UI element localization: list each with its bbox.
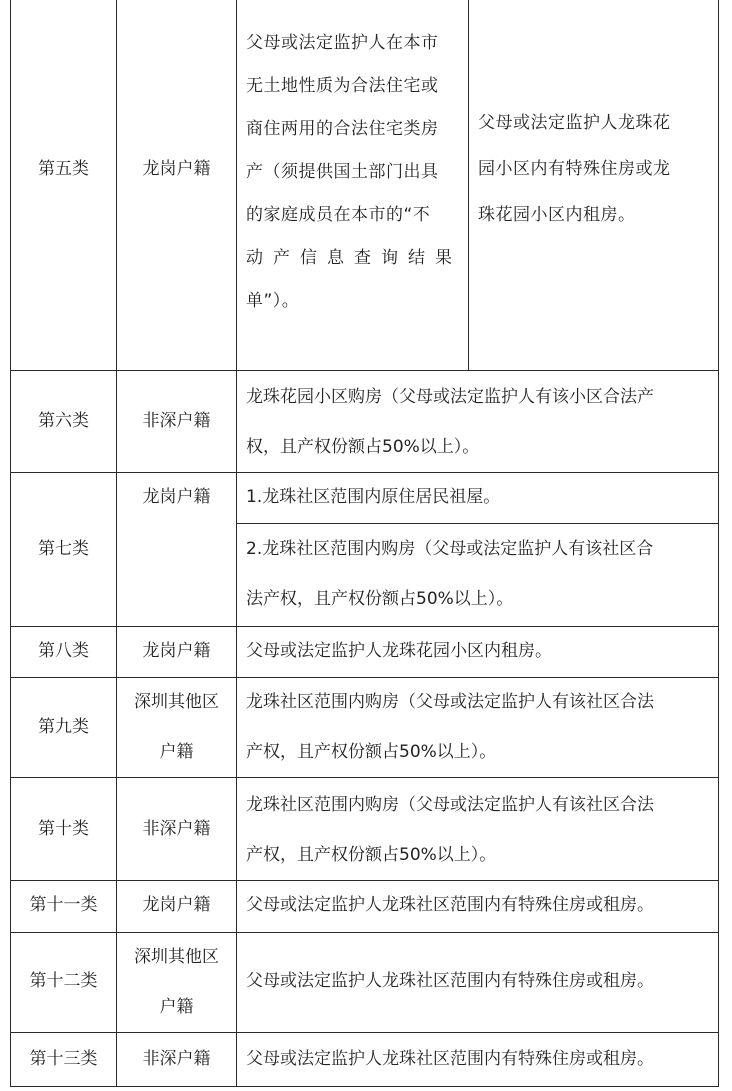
- category-label: 第十类: [38, 819, 89, 839]
- row-divider: [10, 777, 719, 778]
- category-label: 第六类: [38, 411, 89, 431]
- condition-line: 单”）。: [246, 291, 300, 311]
- condition-line: 产（须提供国土部门出具: [246, 162, 439, 182]
- hukou-label: 户籍: [159, 997, 194, 1017]
- condition-line: 产权，且产权份额占50%以上）。: [246, 845, 497, 865]
- condition-line: 父母或法定监护人龙珠花园小区内租房。: [246, 641, 552, 661]
- condition-line: 权，且产权份额占50%以上）。: [246, 437, 480, 457]
- category-label: 第九类: [38, 717, 89, 737]
- condition-line: 父母或法定监护人龙珠社区范围内有特殊住房或租房。: [246, 971, 654, 991]
- table-column-divider-2: [236, 0, 237, 1087]
- row-divider: [10, 880, 719, 881]
- condition-line: 1.龙珠社区范围内原住居民祖屋。: [246, 487, 501, 507]
- condition-line: 龙珠花园小区购房（父母或法定监护人有该小区合法产: [246, 387, 654, 407]
- row-divider: [10, 626, 719, 627]
- condition-line: 龙珠社区范围内购房（父母或法定监护人有该社区合法: [246, 692, 654, 712]
- table-column-divider-3: [468, 0, 469, 370]
- condition-line: 父母或法定监护人在本市: [246, 33, 439, 53]
- condition-line: 父母或法定监护人龙珠花: [478, 113, 671, 133]
- hukou-label: 非深户籍: [142, 411, 211, 431]
- condition-line: 动产信息查询结果: [246, 248, 462, 268]
- table-border-right: [718, 0, 719, 1087]
- condition-line: 父母或法定监护人龙珠社区范围内有特殊住房或租房。: [246, 1049, 654, 1069]
- category-label: 第十一类: [29, 895, 98, 915]
- hukou-label: 龙岗户籍: [142, 895, 211, 915]
- hukou-label: 龙岗户籍: [142, 641, 211, 661]
- row-divider: [10, 1032, 719, 1033]
- condition-line: 2.龙珠社区范围内购房（父母或法定监护人有该社区合: [246, 539, 654, 559]
- condition-line: 父母或法定监护人龙珠社区范围内有特殊住房或租房。: [246, 895, 654, 915]
- hukou-label: 龙岗户籍: [142, 159, 211, 179]
- row-divider: [236, 523, 719, 524]
- condition-line: 产权，且产权份额占50%以上）。: [246, 742, 497, 762]
- condition-line: 的家庭成员在本市的“不: [246, 205, 431, 225]
- condition-line: 园小区内有特殊住房或龙: [478, 159, 671, 179]
- condition-line: 龙珠社区范围内购房（父母或法定监护人有该社区合法: [246, 795, 654, 815]
- hukou-label: 深圳其他区: [134, 947, 219, 967]
- category-label: 第八类: [38, 641, 89, 661]
- row-divider: [10, 370, 719, 371]
- condition-line: 无土地性质为合法住宅或: [246, 76, 439, 96]
- row-divider: [10, 677, 719, 678]
- hukou-label: 非深户籍: [142, 1049, 211, 1069]
- hukou-label: 户籍: [159, 742, 194, 762]
- hukou-label: 龙岗户籍: [142, 487, 211, 507]
- category-label: 第五类: [38, 159, 89, 179]
- category-label: 第十二类: [29, 971, 98, 991]
- hukou-label: 深圳其他区: [134, 692, 219, 712]
- category-label: 第七类: [38, 539, 89, 559]
- row-divider: [10, 932, 719, 933]
- condition-line: 珠花园小区内租房。: [478, 205, 636, 225]
- hukou-label: 非深户籍: [142, 819, 211, 839]
- category-label: 第十三类: [29, 1049, 98, 1069]
- table-border-bottom: [10, 1086, 719, 1087]
- condition-line: 商住两用的合法住宅类房: [246, 119, 439, 139]
- condition-line: 法产权，且产权份额占50%以上）。: [246, 589, 514, 609]
- row-divider: [10, 472, 719, 473]
